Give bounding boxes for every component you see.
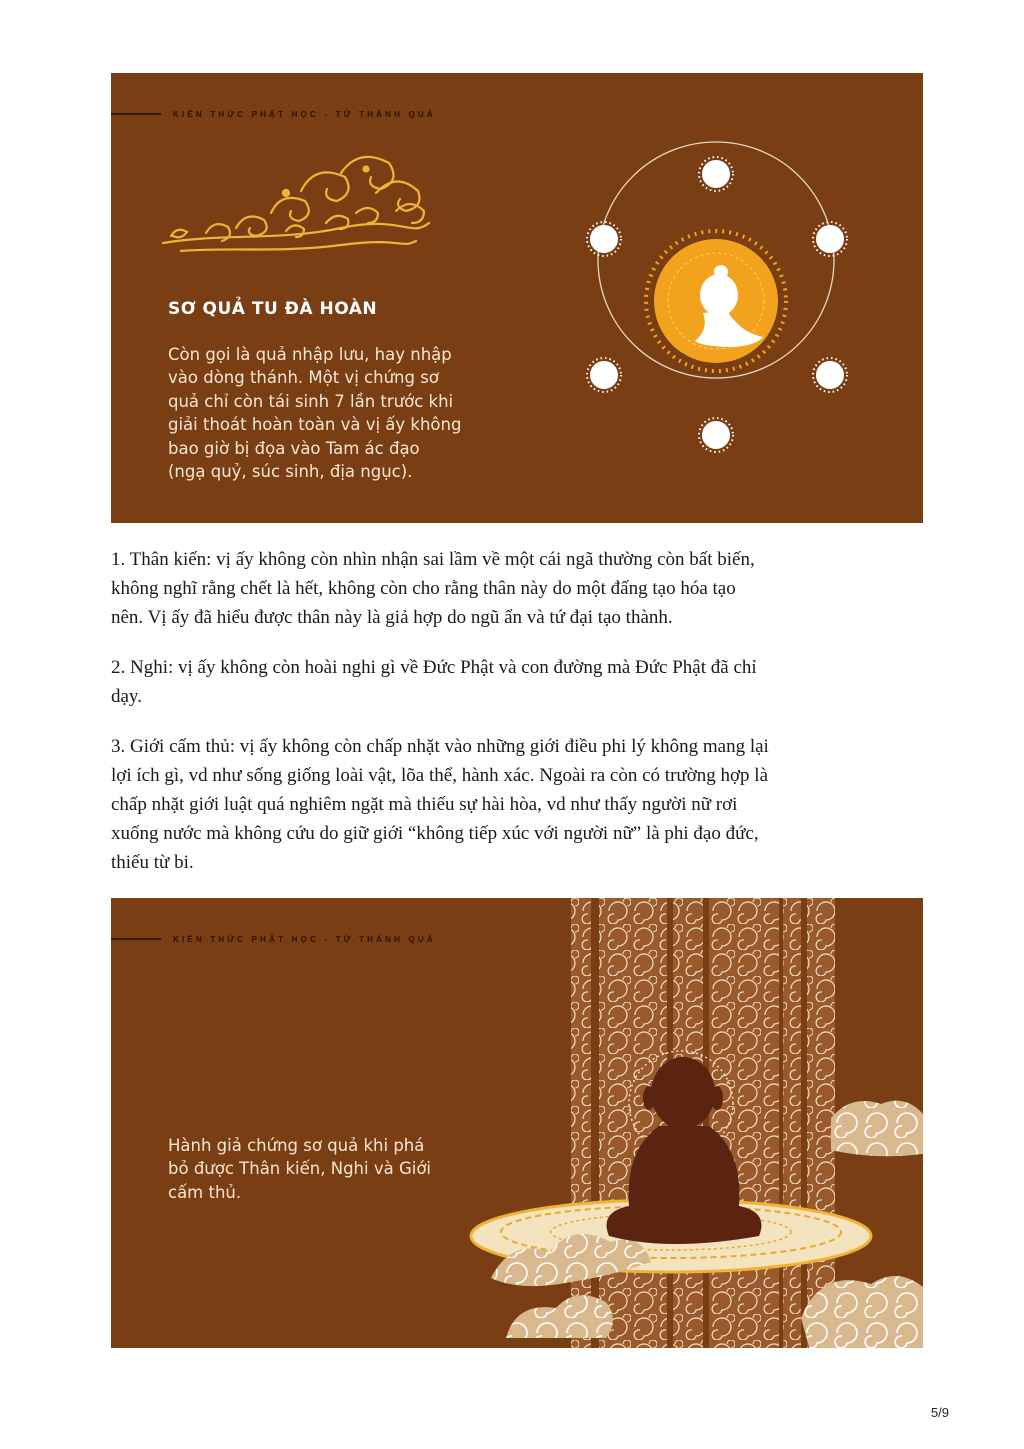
slide-body (168, 343, 518, 483)
body-line: bao giờ bị đọa vào Tam ác đạo (168, 438, 420, 458)
body-line: quả chỉ còn tái sinh 7 lần trước khi (168, 391, 454, 411)
page-number: 5/9 (930, 1405, 949, 1420)
paragraph-line: xuống nước mà không cứu do giữ giới “không tiếp xúc với người nữ” là phi đạo đức, (111, 823, 759, 844)
slide-body (168, 1134, 498, 1204)
slide2-artwork (111, 898, 923, 1348)
slide-heading: SƠ QUẢ TU ĐÀ HOÀN (168, 299, 378, 319)
paragraph-line: lợi ích gì, vd như sống giống loài vật, lõa thể, hành xác. Ngoài ra còn có trường hợp là (111, 765, 769, 786)
pillar-pattern (571, 898, 835, 1348)
paragraph-line: 2. Nghi: vị ấy không còn hoài nghi gì về Đức Phật và con đường mà Đức Phật đã chỉ (111, 657, 757, 678)
slide-sotu-da-hoan (111, 73, 923, 523)
kicker-text: KIẾN THỨC PHẬT HỌC - TỨ THÁNH QUẢ (173, 934, 436, 944)
paragraph-line: dạy. (111, 686, 142, 707)
orbit-diagram (587, 142, 847, 452)
body-line: giải thoát hoàn toàn và vị ấy không (168, 415, 462, 435)
paragraph-line: thiếu từ bi. (111, 852, 194, 873)
paragraph-line: 1. Thân kiến: vị ấy không còn nhìn nhận sai lầm về một cái ngã thường còn bất biến, (111, 549, 755, 570)
paragraph-line: 3. Giới cấm thủ: vị ấy không còn chấp nhặt vào những giới điều phi lý không mang lại (111, 736, 769, 757)
body-line: (ngạ quỷ, súc sinh, địa ngục). (168, 462, 413, 482)
body-line: vào dòng thánh. Một vị chứng sơ (168, 368, 439, 388)
body-line: cấm thủ. (168, 1182, 242, 1202)
body-line: Còn gọi là quả nhập lưu, hay nhập (168, 345, 452, 364)
body-line: bỏ được Thân kiến, Nghi và Giới (168, 1159, 432, 1179)
paragraph-than-kien (111, 545, 923, 632)
slide-monk-meditation (111, 898, 923, 1348)
paragraph-line: không nghĩ rằng chết là hết, không còn cho rằng thân này do một đấng tạo hóa tạo (111, 578, 736, 599)
paragraph-gioi-cam-thu (111, 732, 923, 877)
body-line: Hành giả chứng sơ quả khi phá (168, 1136, 425, 1155)
kicker-text: KIẾN THỨC PHẬT HỌC - TỨ THÁNH QUẢ (173, 109, 436, 119)
paragraph-line: chấp nhặt giới luật quá nghiêm ngặt mà thiếu sự hài hòa, vd như thấy người nữ rơi (111, 794, 738, 815)
cloud-icon (163, 157, 429, 251)
paragraph-nghi (111, 653, 923, 711)
paragraph-line: nên. Vị ấy đã hiểu được thân này là giả hợp do ngũ ẩn và tứ đại tạo thành. (111, 607, 673, 628)
